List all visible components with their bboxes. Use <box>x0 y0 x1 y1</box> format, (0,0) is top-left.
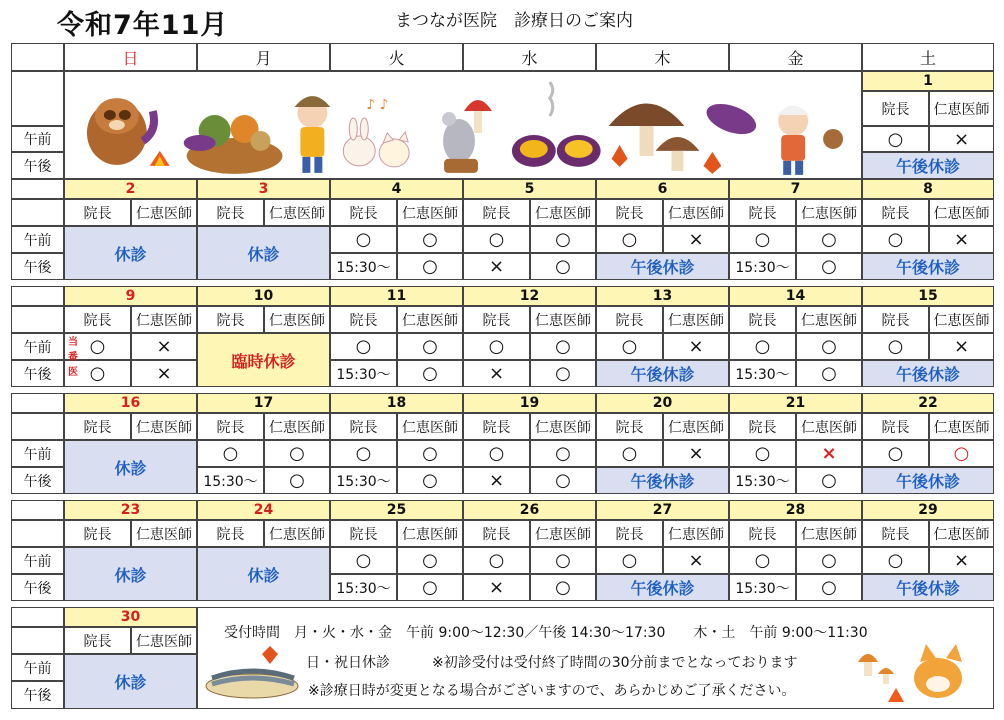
header-director: 院長 <box>862 199 929 226</box>
svg-text:♪ ♪: ♪ ♪ <box>366 97 389 114</box>
pm-doctor2-mark: ○ <box>530 253 596 280</box>
am-doctor2-mark: ○ <box>796 226 862 253</box>
header-director: 院長 <box>330 306 397 333</box>
label-spacer <box>11 199 64 226</box>
am-doctor2-mark: ○ <box>397 440 463 467</box>
am-doctor2-mark: × <box>663 440 729 467</box>
am-director-mark: ○ <box>463 226 530 253</box>
header-doctor2: 仁恵医師 <box>929 306 994 333</box>
header-doctor2: 仁恵医師 <box>796 199 862 226</box>
date-18: 18 <box>330 393 463 413</box>
roasted-sweet-potato-icon <box>512 82 601 167</box>
header-director: 院長 <box>596 520 663 547</box>
header-doctor2: 仁恵医師 <box>264 413 330 440</box>
header-director: 院長 <box>729 413 796 440</box>
header-director: 院長 <box>330 413 397 440</box>
pm-closed: 午後休診 <box>862 360 994 387</box>
header-doctor2: 仁恵医師 <box>397 306 463 333</box>
header-doctor2: 仁恵医師 <box>663 199 729 226</box>
header-doctor2: 仁恵医師 <box>131 413 197 440</box>
am-director-mark: ○ <box>862 333 929 360</box>
date-2: 2 <box>64 179 197 199</box>
pm-start-time: 15:30〜 <box>729 574 796 601</box>
pm-doctor2-mark: ○ <box>397 467 463 494</box>
calendar-month-title: 令和7年11月 <box>57 10 229 41</box>
header-doctor2: 仁恵医師 <box>131 627 197 654</box>
header-doctor2: 仁恵医師 <box>796 413 862 440</box>
header-doctor2: 仁恵医師 <box>131 199 197 226</box>
pm-director-mark: × <box>463 253 530 280</box>
closed-day: 休診 <box>64 440 197 494</box>
date-7: 7 <box>729 179 862 199</box>
pm-doctor2-mark: ○ <box>264 467 330 494</box>
am-director-mark: ○ <box>64 333 131 360</box>
header-doctor2: 仁恵医師 <box>131 520 197 547</box>
am-director-mark: ○ <box>729 333 796 360</box>
date-22: 22 <box>862 393 994 413</box>
header-director: 院長 <box>463 199 530 226</box>
header-director: 院長 <box>64 306 131 333</box>
am-director-mark: ○ <box>197 440 264 467</box>
closed-day: 休診 <box>64 226 197 280</box>
holiday-notice: 日・祝日休診 ※初診受付は受付終了時間の30分前までとなっております <box>306 655 798 671</box>
am-doctor2-mark: ○ <box>796 547 862 574</box>
pm-director-mark: × <box>463 467 530 494</box>
date-12: 12 <box>463 286 596 306</box>
am-director-mark: ○ <box>330 547 397 574</box>
closed-day: 休診 <box>64 547 197 601</box>
temporary-closure: 臨時休診 <box>197 333 330 387</box>
date-21: 21 <box>729 393 862 413</box>
weekday-0: 日 <box>64 43 197 71</box>
label-spacer <box>11 627 64 654</box>
am-doctor2-mark: × <box>929 333 994 360</box>
header-director: 院長 <box>197 306 264 333</box>
fox-and-mushrooms-icon <box>828 622 978 708</box>
date-13: 13 <box>596 286 729 306</box>
header-doctor2: 仁恵医師 <box>264 520 330 547</box>
date-28: 28 <box>729 500 862 520</box>
am-director-mark: ○ <box>463 547 530 574</box>
header-doctor2: 仁恵医師 <box>264 306 330 333</box>
date-24: 24 <box>197 500 330 520</box>
header-doctor2: 仁恵医師 <box>663 413 729 440</box>
pm-closed: 午後休診 <box>596 253 729 280</box>
pm-start-time: 15:30〜 <box>197 467 264 494</box>
label-spacer <box>11 500 64 520</box>
header-doctor2: 仁恵医師 <box>264 199 330 226</box>
header-doctor2: 仁恵医師 <box>530 199 596 226</box>
date-15: 15 <box>862 286 994 306</box>
closed-day: 休診 <box>197 226 330 280</box>
closed-day: 休診 <box>64 654 197 709</box>
header-director: 院長 <box>862 306 929 333</box>
am-director-mark: ○ <box>463 333 530 360</box>
pm-closed: 午後休診 <box>862 467 994 494</box>
footer-info-box <box>197 607 994 709</box>
date-23: 23 <box>64 500 197 520</box>
header-doctor2: 仁恵医師 <box>796 520 862 547</box>
date-3: 3 <box>197 179 330 199</box>
weekday-4: 木 <box>596 43 729 71</box>
date-19: 19 <box>463 393 596 413</box>
header-director: 院長 <box>197 199 264 226</box>
weekday-5: 金 <box>729 43 862 71</box>
duty-doctor-char: 番 <box>68 352 78 363</box>
date-11: 11 <box>330 286 463 306</box>
pm-start-time: 15:30〜 <box>330 467 397 494</box>
sat1-am-doctor2: × <box>929 126 994 152</box>
date-14: 14 <box>729 286 862 306</box>
weekday-1: 月 <box>197 43 330 71</box>
weekday-6: 土 <box>862 43 994 71</box>
date-16: 16 <box>64 393 197 413</box>
closed-day: 休診 <box>197 547 330 601</box>
header-director: 院長 <box>330 520 397 547</box>
date-9: 9 <box>64 286 197 306</box>
pm-closed: 午後休診 <box>596 574 729 601</box>
pm-label: 午後 <box>11 467 64 494</box>
am-doctor2-mark: ○ <box>530 226 596 253</box>
pm-start-time: 15:30〜 <box>330 253 397 280</box>
pm-doctor2-mark: ○ <box>397 253 463 280</box>
header-director: 院長 <box>463 520 530 547</box>
am-doctor2-mark: × <box>929 547 994 574</box>
am-label: 午前 <box>11 226 64 253</box>
basket-harvest-icon <box>184 115 283 174</box>
label-spacer <box>11 607 64 627</box>
header-director: 院長 <box>64 199 131 226</box>
am-director-mark: ○ <box>862 440 929 467</box>
weekday-2: 火 <box>330 43 463 71</box>
pm-doctor2-mark: ○ <box>530 467 596 494</box>
clinic-schedule-title: まつなが医院 診療日のご案内 <box>395 11 633 31</box>
header-director: 院長 <box>729 199 796 226</box>
label-spacer <box>11 520 64 547</box>
header-director: 院長 <box>729 306 796 333</box>
am-doctor2-mark: ○ <box>264 440 330 467</box>
pm-label: 午後 <box>11 253 64 280</box>
am-director-mark: ○ <box>596 440 663 467</box>
header-doctor2: 仁恵医師 <box>663 520 729 547</box>
header-doctor2: 仁恵医師 <box>397 199 463 226</box>
date-29: 29 <box>862 500 994 520</box>
header-director: 院長 <box>64 413 131 440</box>
am-doctor2-mark: × <box>663 226 729 253</box>
header-director: 院長 <box>596 199 663 226</box>
date-10: 10 <box>197 286 330 306</box>
am-director-mark: ○ <box>330 226 397 253</box>
pm-closed: 午後休診 <box>596 360 729 387</box>
pm-doctor2-mark: × <box>131 360 197 387</box>
pm-doctor2-mark: ○ <box>397 360 463 387</box>
date-8: 8 <box>862 179 994 199</box>
child-with-sweet-potato-icon <box>703 98 844 175</box>
am-doctor2-mark: × <box>929 226 994 253</box>
date-1: 1 <box>862 71 994 91</box>
am-doctor2-mark: × <box>131 333 197 360</box>
pm-doctor2-mark: ○ <box>796 360 862 387</box>
am-director-mark: ○ <box>729 547 796 574</box>
date-6: 6 <box>596 179 729 199</box>
am-doctor2-mark: × <box>663 333 729 360</box>
header-director: 院長 <box>862 91 929 126</box>
header-doctor2: 仁恵医師 <box>397 520 463 547</box>
header-director: 院長 <box>197 520 264 547</box>
header-director: 院長 <box>596 306 663 333</box>
change-notice: ※診療日時が変更となる場合がございますので、あらかじめご了承ください。 <box>308 683 796 699</box>
pm-start-time: 15:30〜 <box>330 574 397 601</box>
header-doctor2: 仁恵医師 <box>929 91 994 126</box>
reception-hours: 受付時間 月・火・水・金 午前 9:00〜12:30／午後 14:30〜17:30 木・土 午前 9:00〜11:30 <box>224 625 868 641</box>
header-director: 院長 <box>596 413 663 440</box>
header-director: 院長 <box>463 306 530 333</box>
label-spacer <box>11 179 64 199</box>
am-director-mark: ○ <box>596 333 663 360</box>
pm-doctor2-mark: ○ <box>796 253 862 280</box>
am-director-mark: ○ <box>463 440 530 467</box>
am-label: 午前 <box>11 547 64 574</box>
autumn-characters-icon <box>65 71 861 179</box>
date-5: 5 <box>463 179 596 199</box>
am-label: 午前 <box>11 333 64 360</box>
header-doctor2: 仁恵医師 <box>530 306 596 333</box>
autumn-illustration <box>64 71 862 179</box>
am-label: 午前 <box>11 440 64 467</box>
am-doctor2-mark: × <box>796 440 862 467</box>
am-director-mark: ○ <box>862 547 929 574</box>
header-director: 院長 <box>463 413 530 440</box>
am-doctor2-mark: ○ <box>530 333 596 360</box>
sat1-pm-closed: 午後休診 <box>862 152 994 179</box>
am-director-mark: ○ <box>330 440 397 467</box>
pm-closed: 午後休診 <box>862 574 994 601</box>
am-director-mark: ○ <box>862 226 929 253</box>
date-4: 4 <box>330 179 463 199</box>
header-director: 院長 <box>729 520 796 547</box>
am-director-mark: ○ <box>596 226 663 253</box>
pm-director-mark: × <box>463 360 530 387</box>
am-label: 午前 <box>11 654 64 681</box>
pm-label: 午後 <box>11 152 64 179</box>
label-spacer <box>11 71 64 126</box>
am-doctor2-mark: ○ <box>397 333 463 360</box>
shiitake-mushroom-icon <box>609 104 722 174</box>
am-director-mark: ○ <box>729 226 796 253</box>
header-doctor2: 仁恵医師 <box>530 413 596 440</box>
header-director: 院長 <box>64 627 131 654</box>
pm-doctor2-mark: ○ <box>796 467 862 494</box>
grilled-fish-icon <box>202 644 302 706</box>
pm-start-time: 15:30〜 <box>330 360 397 387</box>
am-director-mark: ○ <box>729 440 796 467</box>
am-director-mark: ○ <box>330 333 397 360</box>
am-doctor2-mark: ○ <box>796 333 862 360</box>
pm-doctor2-mark: ○ <box>530 574 596 601</box>
header-director: 院長 <box>862 520 929 547</box>
am-doctor2-mark: ○ <box>397 547 463 574</box>
header-doctor2: 仁恵医師 <box>929 520 994 547</box>
pm-label: 午後 <box>11 574 64 601</box>
date-25: 25 <box>330 500 463 520</box>
header-director: 院長 <box>862 413 929 440</box>
header-director: 院長 <box>64 520 131 547</box>
weekday-3: 水 <box>463 43 596 71</box>
label-spacer <box>11 393 64 413</box>
am-doctor2-mark: ○ <box>929 440 994 467</box>
pm-start-time: 15:30〜 <box>729 360 796 387</box>
sat1-am-director: ○ <box>862 126 929 152</box>
am-doctor2-mark: × <box>663 547 729 574</box>
header-doctor2: 仁恵医師 <box>530 520 596 547</box>
pm-doctor2-mark: ○ <box>397 574 463 601</box>
pm-closed: 午後休診 <box>862 253 994 280</box>
label-spacer <box>11 413 64 440</box>
header-director: 院長 <box>330 199 397 226</box>
header-doctor2: 仁恵医師 <box>929 199 994 226</box>
pm-director-mark: ○ <box>64 360 131 387</box>
am-doctor2-mark: ○ <box>397 226 463 253</box>
date-26: 26 <box>463 500 596 520</box>
label-spacer <box>11 306 64 333</box>
date-30: 30 <box>64 607 197 627</box>
mouse-mushroom-icon <box>442 100 492 173</box>
header-doctor2: 仁恵医師 <box>397 413 463 440</box>
am-label: 午前 <box>11 126 64 152</box>
duty-doctor-char: 医 <box>68 367 78 378</box>
hiker-child-icon <box>294 96 330 173</box>
date-17: 17 <box>197 393 330 413</box>
date-20: 20 <box>596 393 729 413</box>
pm-label: 午後 <box>11 360 64 387</box>
am-doctor2-mark: ○ <box>530 547 596 574</box>
header-doctor2: 仁恵医師 <box>131 306 197 333</box>
pm-start-time: 15:30〜 <box>729 467 796 494</box>
pm-label: 午後 <box>11 681 64 709</box>
pm-closed: 午後休診 <box>596 467 729 494</box>
bunny-and-cat-icon <box>343 97 409 167</box>
header-doctor2: 仁恵医師 <box>663 306 729 333</box>
label-spacer <box>11 286 64 306</box>
duty-doctor-char: 当 <box>68 337 78 348</box>
am-director-mark: ○ <box>596 547 663 574</box>
header-director: 院長 <box>197 413 264 440</box>
date-27: 27 <box>596 500 729 520</box>
pm-director-mark: × <box>463 574 530 601</box>
pm-start-time: 15:30〜 <box>729 253 796 280</box>
pm-doctor2-mark: ○ <box>796 574 862 601</box>
pm-doctor2-mark: ○ <box>530 360 596 387</box>
corner-cell <box>11 43 64 71</box>
tanuki-icon <box>87 98 170 166</box>
header-doctor2: 仁恵医師 <box>929 413 994 440</box>
am-doctor2-mark: ○ <box>530 440 596 467</box>
header-doctor2: 仁恵医師 <box>796 306 862 333</box>
